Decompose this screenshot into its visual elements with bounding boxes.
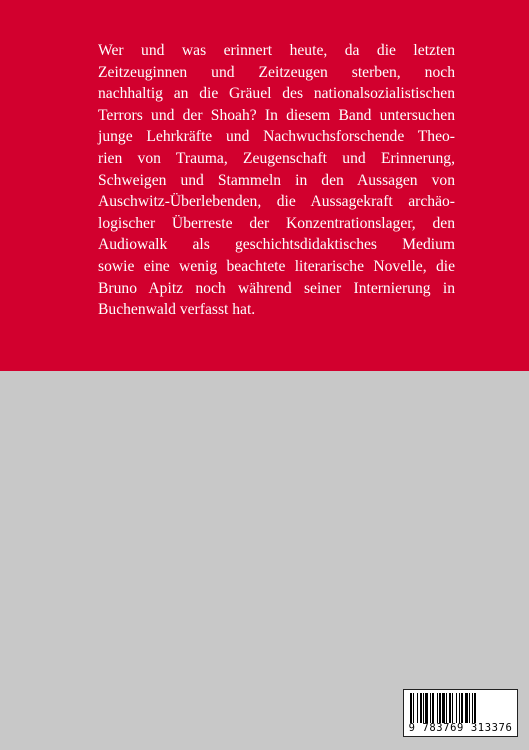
barcode-bar: [437, 693, 438, 723]
barcode-bar: [456, 693, 457, 723]
barcode-bar: [465, 693, 468, 723]
barcode-bar: [425, 693, 428, 723]
blurb-line: Zeitzeuginnen und Zeitzeugen sterben, noch: [98, 63, 455, 81]
barcode-bar: [430, 693, 431, 723]
blurb-line: Buchenwald verfasst hat.: [98, 301, 256, 319]
blurb-line: Terrors und der Shoah? In diesem Band untersuchen: [98, 106, 455, 124]
barcode-bar: [442, 693, 445, 723]
blurb-line: logischer Überreste der Konzentrationslager, den: [98, 214, 455, 232]
blurb-line: rien von Trauma, Zeugenschaft und Erinnerung,: [98, 149, 455, 167]
blurb-line: Bruno Apitz noch während seiner Internierung in: [98, 279, 455, 297]
blurb-line: junge Lehrkräfte und Nachwuchsforschende Theo-: [98, 128, 455, 146]
barcode-bar: [446, 693, 447, 723]
barcode-bar: [459, 693, 460, 723]
blurb-line: Wer und was erinnert heute, da die letzten: [98, 42, 455, 59]
barcode-bar: [423, 693, 424, 723]
barcode-bar: [410, 693, 412, 723]
blurb-line: Schweigen und Stammeln in den Aussagen von: [98, 171, 455, 189]
blurb-line: Auschwitz-Überlebenden, die Aussagekraft archäo-: [98, 193, 455, 211]
barcode-bar: [461, 693, 463, 723]
back-cover-blurb: [98, 40, 455, 321]
barcode-bar: [469, 693, 470, 723]
blurb-line: Audiowalk als geschichtsdidaktisches Medium: [98, 236, 455, 254]
barcode-bar: [474, 693, 476, 723]
barcode-bar: [420, 693, 422, 723]
blurb-line: nachhaltig an die Gräuel des nationalsozialistischen: [98, 85, 455, 103]
barcode-bar: [472, 693, 473, 723]
barcode-bar: [432, 693, 434, 723]
barcode-bar: [413, 693, 414, 723]
barcode-bar: [452, 693, 453, 723]
blurb-line: sowie eine wenig beachtete literarische Novelle, die: [98, 257, 455, 275]
barcode-bars: [409, 693, 514, 723]
isbn-barcode: [403, 689, 518, 737]
isbn-number: 9 783769 313376: [408, 722, 513, 734]
barcode-bar: [449, 693, 451, 723]
barcode-bar: [417, 693, 418, 723]
barcode-bar: [439, 693, 441, 723]
